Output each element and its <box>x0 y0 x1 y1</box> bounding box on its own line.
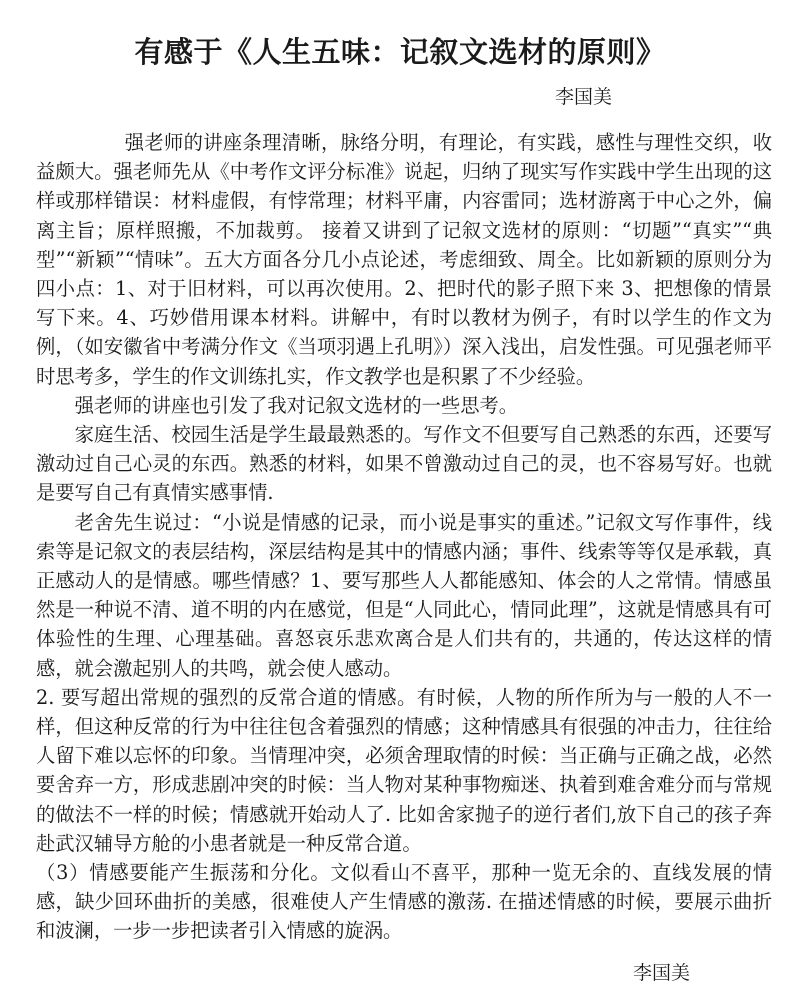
author-name-bottom: 李国美 <box>632 962 690 984</box>
paragraph-lecture-summary: 强老师的讲座条理清晰，脉络分明，有理论，有实践，感性与理性交织，收益颇大。强老师先从《中考作文评分标准》说起，归纳了现实写作实践中学生出现的这样或那样错误：材料虚假，有悖常理；材料平庸，内容雷同；选材游离于中心之外，偏离主旨；原样照搬，不加裁剪。 接着又讲到了记叙文选材的原则：“切题”“真实”“典型”“新颖”“情味”。五大方面各分几小点论述，考虑细致、周全。比如新颖的原则分为四小点：1、对于旧材料，可以再次使用。2、把时代的影子照下来 3、把想像的情景写下来。4、巧妙借用课本材料。讲解中，有时以教材为例子，有时以学生的作文为例，（如安徽省中考满分作文《当项羽遇上孔明》）深入浅出，启发性强。可见强老师平时思考多，学生的作文训练扎实，作文教学也是积累了不少经验。 <box>36 131 772 388</box>
paragraph-familiar-life: 家庭生活、校园生活是学生最最熟悉的。写作文不但要写自己熟悉的东西，还要写激动过自己心灵的东西。熟悉的材料，如果不曾激动过自己的灵，也不容易写好。也就是要写自己有真情实感事情. <box>36 423 772 505</box>
document-title: 有感于《人生五味：记叙文选材的原则》 <box>134 35 666 69</box>
paragraph-emotion-unusual: 2. 要写超出常规的强烈的反常合道的情感。有时候，人物的所作所为与一般的人不一样，但这种反常的行为中往往包含着强烈的情感；这种情感具有很强的冲击力，往往给人留下难以忘怀的印象。当情理冲突，必须舍理取情的时候：当正确与正确之战，必然要舍弃一方，形成悲剧冲突的时候：当人物对某种事物痴迷、执着到难舍难分而与常规的做法不一样的时候；情感就开始动人了. 比如舍家抛子的逆行者们,放下自己的孩子奔赴武汉辅导方舱的小患者就是一种反常合道。 <box>36 685 772 855</box>
author-name-top: 李国美 <box>554 86 612 108</box>
paragraph-emotion-variation: （3）情感要能产生振荡和分化。文似看山不喜平，那种一览无余的、直线发展的情感，缺少回环曲折的美感，很难使人产生情感的激荡. 在描述情感的时候，要展示曲折和波澜，一步一步把读者引入情感的旋涡。 <box>36 861 772 943</box>
paragraph-reflection-intro: 强老师的讲座也引发了我对记叙文选材的一些思考。 <box>74 393 519 417</box>
document-body <box>36 128 772 946</box>
paragraph-emotion-common: 老舍先生说过：“小说是情感的记录，而小说是事实的重述。”记叙文写作事件，线索等是记叙文的表层结构，深层结构是其中的情感内涵；事件、线索等等仅是承载，真正感动人的是情感。哪些情感？1、要写那些人人都能感知、体会的人之常情。情感虽然是一种说不清、道不明的内在感觉，但是“人同此心，情同此理”，这就是情感具有可体验性的生理、心理基础。喜怒哀乐悲欢离合是人们共有的，共通的，传达这样的情感，就会激起别人的共鸣，就会使人感动。 <box>36 510 772 680</box>
